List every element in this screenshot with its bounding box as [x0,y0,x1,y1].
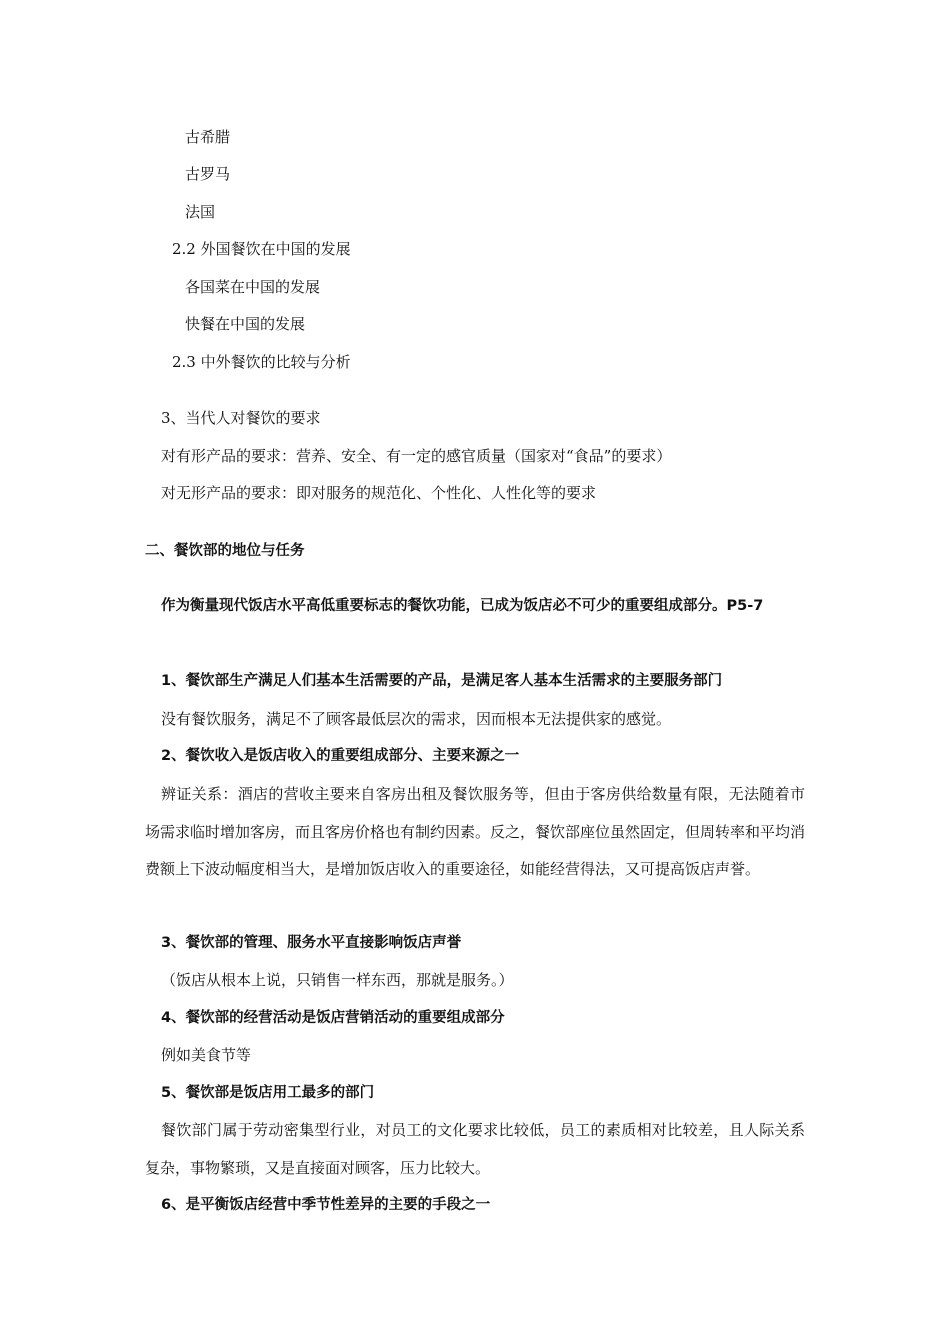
item-title: 5、餐饮部是饭店用工最多的部门 [161,1085,375,1101]
item-title: 3、餐饮部的管理、服务水平直接影响饭店声誉 [161,935,462,951]
item-title: 4、餐饮部的经营活动是饭店营销活动的重要组成部分 [161,1010,505,1026]
paragraph: 对无形产品的要求：即对服务的规范化、个性化、人性化等的要求 [161,484,597,502]
outline-item: 快餐在中国的发展 [185,315,306,333]
section-heading: 3、当代人对餐饮的要求 [161,409,321,427]
outline-item: 各国菜在中国的发展 [185,278,321,296]
outline-subheading: 2.2 外国餐饮在中国的发展 [172,240,351,258]
outline-item: 古罗马 [185,165,231,183]
intro-paragraph: 作为衡量现代饭店水平高低重要标志的餐饮功能，已成为饭店必不可少的重要组成部分。P5-7 [161,598,764,614]
item-text: 没有餐饮服务，满足不了顾客最低层次的需求，因而根本无法提供家的感觉。 [161,710,672,728]
item-title: 6、是平衡饭店经营中季节性差异的主要的手段之一 [161,1197,491,1213]
outline-item: 法国 [185,203,216,221]
outline-subheading: 2.3 中外餐饮的比较与分析 [172,353,351,371]
part-heading: 二、餐饮部的地位与任务 [145,543,305,559]
item-text: 例如美食节等 [161,1046,252,1064]
item-text: 餐饮部门属于劳动密集型行业，对员工的文化要求比较低，员工的素质相对比较差，且人际关系复杂，事物繁琐，又是直接面对顾客，压力比较大。 [145,1121,805,1177]
item-text: （饭店从根本上说，只销售一样东西，那就是服务。） [161,971,514,989]
paragraph: 对有形产品的要求：营养、安全、有一定的感官质量（国家对“食品”的要求） [161,447,672,465]
item-title: 2、餐饮收入是饭店收入的重要组成部分、主要来源之一 [161,748,520,764]
item-text: 辨证关系：酒店的营收主要来自客房出租及餐饮服务等，但由于客房供给数量有限，无法随着市场需求临时增加客房，而且客房价格也有制约因素。反之，餐饮部座位虽然固定，但周转率和平均消费额上下波动幅度相当大，是增加饭店收入的重要途径，如能经营得法，又可提高饭店声誉。 [145,785,806,878]
item-title: 1、餐饮部生产满足人们基本生活需要的产品，是满足客人基本生活需求的主要服务部门 [161,673,723,689]
outline-item: 古希腊 [185,128,231,146]
